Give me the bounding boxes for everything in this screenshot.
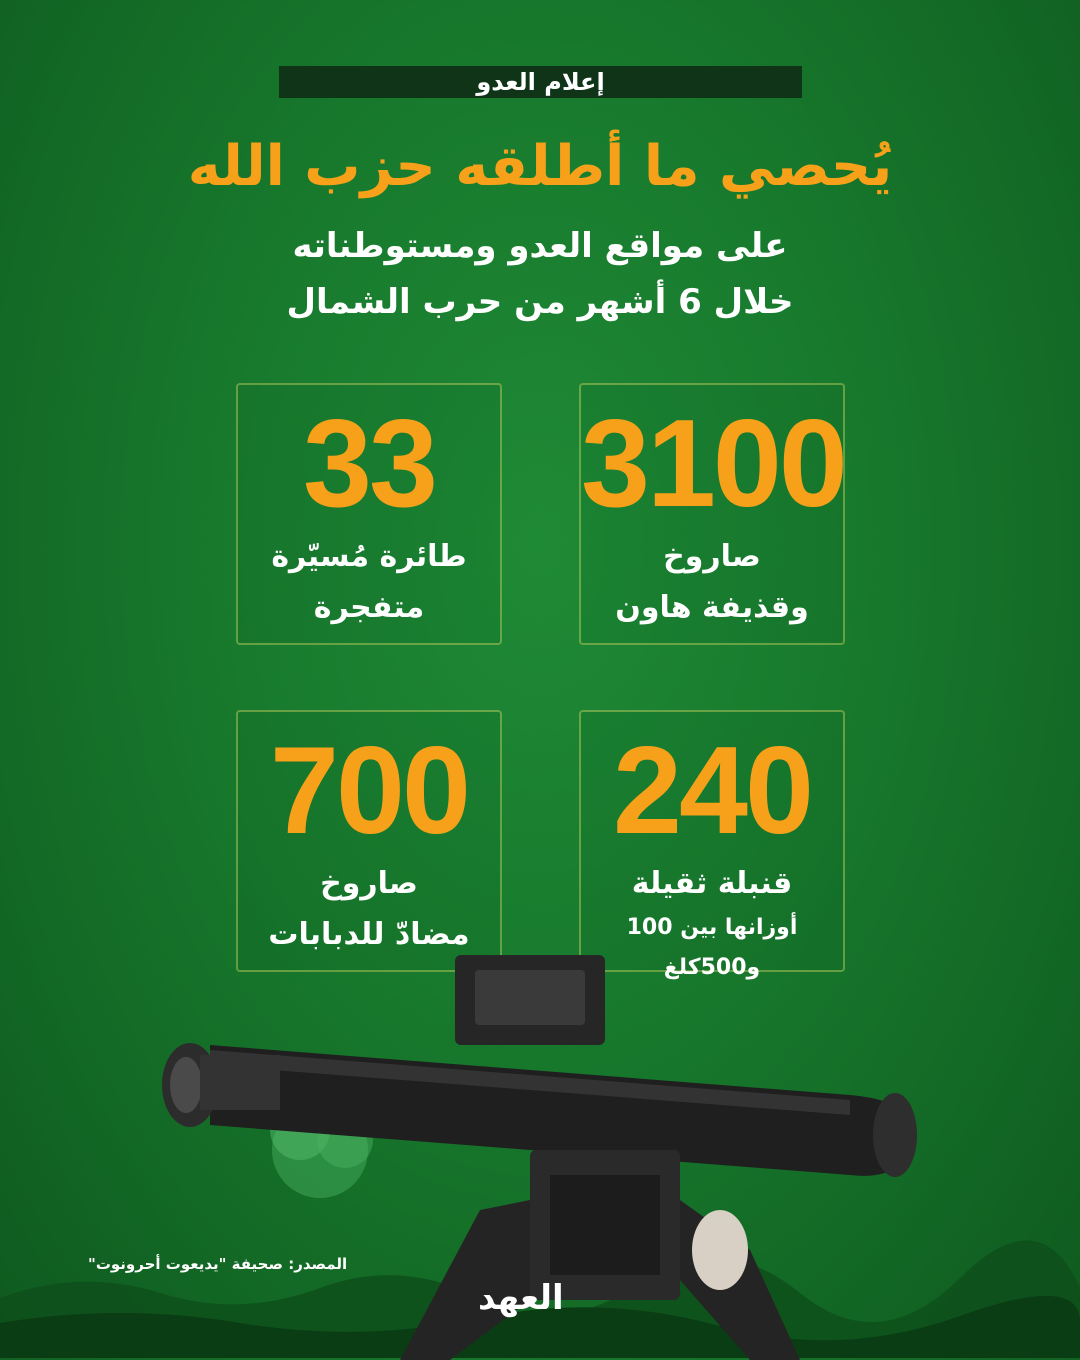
stat-card-antitank [236,710,502,972]
stat-label: قنبلة ثقيلة [631,866,793,901]
stat-sublabel: وقذيفة هاون [615,590,809,625]
stat-label: طائرة مُسيّرة [271,539,467,574]
stat-sublabel: أوزانها بين 100 و500كلغ [626,915,798,980]
stat-value: 240 [613,722,811,860]
stat-card-rockets [579,383,845,645]
stat-sublabel: مضادّ للدبابات [268,917,470,952]
page-title: يُحصي ما أطلقه حزب الله [187,134,893,199]
stat-value: 700 [270,722,468,860]
stat-sublabel: متفجرة [313,590,425,625]
source-credit: المصدر: صحيفة "يديعوت أحرونوت" [88,1255,348,1273]
stat-value: 33 [303,395,435,533]
stat-label: صاروخ [320,866,418,901]
brand-logo: العهد [478,1278,564,1318]
stat-card-drones [236,383,502,645]
stat-card-bombs [579,710,845,980]
stat-label: صاروخ [663,539,761,574]
subtitle-line-2: خلال 6 أشهر من حرب الشمال [286,282,794,322]
stat-value: 3100 [581,395,845,533]
subtitle-line-1: على مواقع العدو ومستوطناته [292,226,788,266]
kicker-banner: إعلام العدو [279,66,802,98]
